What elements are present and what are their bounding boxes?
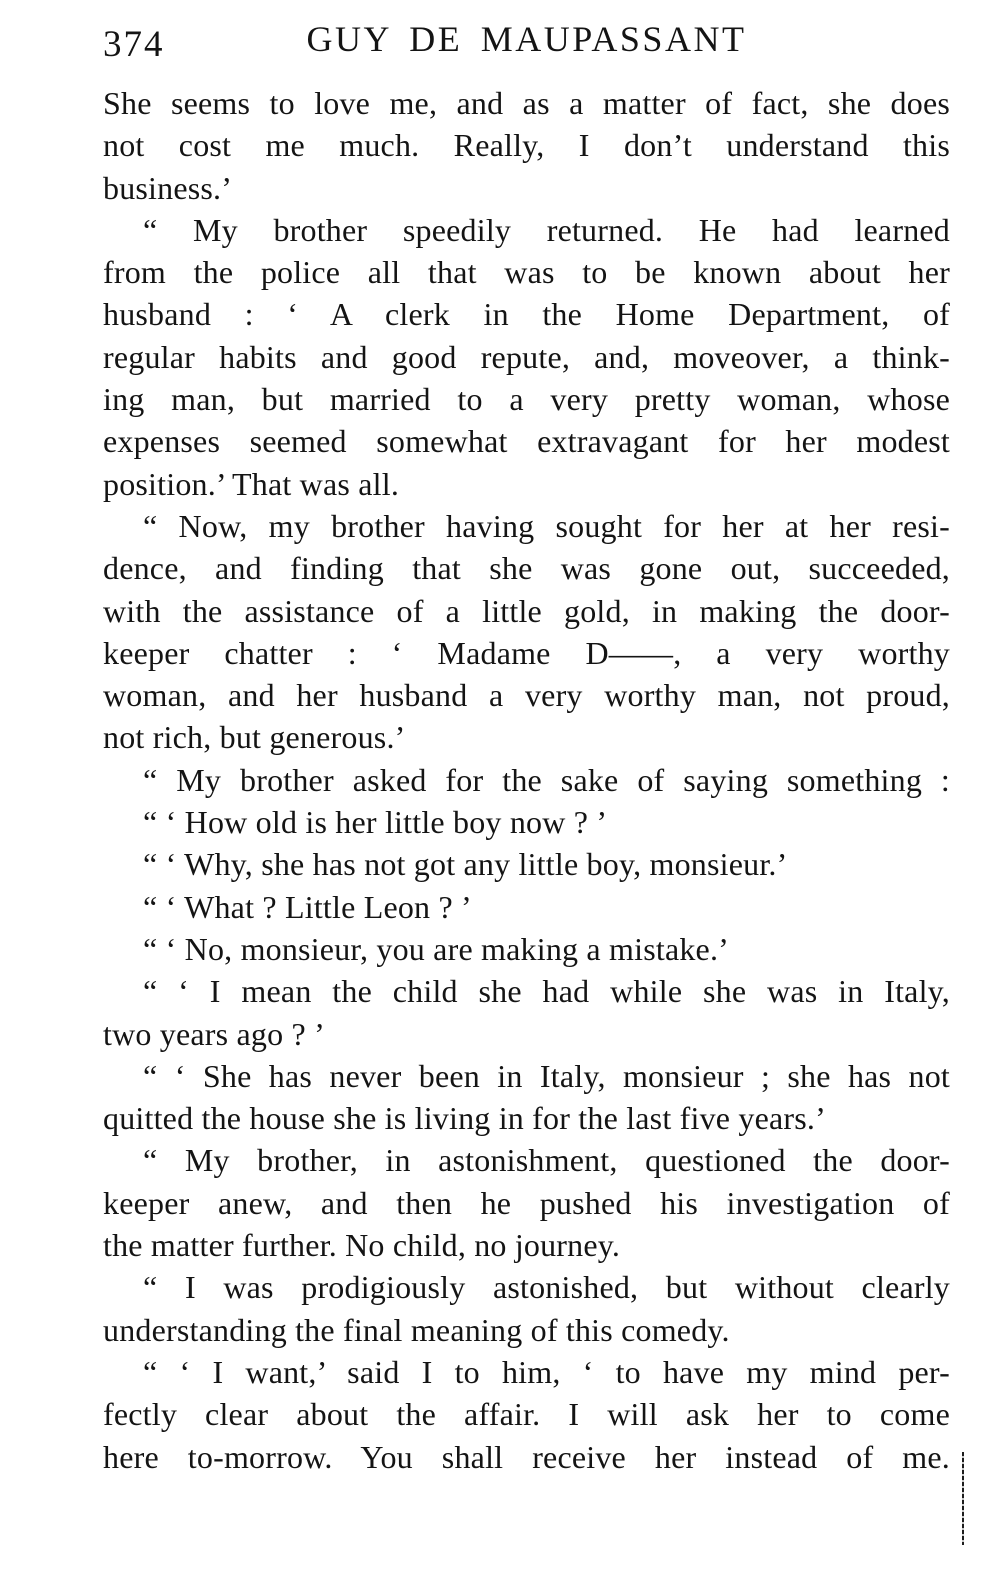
text-line: fectly clear about the affair. I will ask her to come [103, 1396, 950, 1433]
text-line: position.’ That was all. [103, 465, 400, 502]
text-line: “ ‘ No, monsieur, you are making a mistake.’ [143, 930, 730, 967]
text-paragraph [103, 970, 950, 1055]
text-line: “ ‘ I mean the child she had while she was in Italy, [143, 973, 950, 1010]
text-line: business.’ [103, 169, 233, 206]
text-line: “ My brother, in astonishment, questioned the door- [143, 1142, 950, 1179]
scan-artifact-line [962, 1452, 964, 1545]
text-paragraph [103, 209, 950, 505]
text-line: “ ‘ She has never been in Italy, monsieur ; she has not [143, 1057, 950, 1094]
text-line: regular habits and good repute, and, moveover, a think- [103, 338, 950, 375]
text-line: “ My brother speedily returned. He had learned [143, 211, 950, 248]
text-block [103, 82, 950, 1478]
text-paragraph [103, 1351, 950, 1478]
text-line: with the assistance of a little gold, in making the door- [103, 592, 950, 629]
text-line: woman, and her husband a very worthy man, not proud, [103, 677, 950, 714]
text-line: not rich, but generous.’ [103, 719, 406, 756]
text-line: keeper anew, and then he pushed his investigation of [103, 1184, 950, 1221]
text-line: husband : ‘ A clerk in the Home Department, of [103, 296, 950, 333]
text-line: “ ‘ Why, she has not got any little boy, monsieur.’ [143, 846, 788, 883]
page-number: 374 [103, 24, 165, 65]
text-paragraph [103, 82, 950, 209]
text-paragraph [103, 759, 950, 801]
text-line: “ My brother asked for the sake of saying something : [143, 761, 950, 798]
text-paragraph [103, 886, 950, 928]
text-line: understanding the final meaning of this comedy. [103, 1311, 730, 1348]
text-line: “ ‘ I want,’ said I to him, ‘ to have my mind per- [143, 1353, 950, 1390]
text-paragraph [103, 1139, 950, 1266]
text-line: “ ‘ How old is her little boy now ? ’ [143, 804, 608, 841]
text-line: not cost me much. Really, I don’t understand this [103, 127, 950, 164]
text-line: dence, and finding that she was gone out, succeeded, [103, 550, 950, 587]
text-paragraph [103, 801, 950, 843]
text-line: from the police all that was to be known about her [103, 254, 950, 291]
text-paragraph [103, 1055, 950, 1140]
text-paragraph [103, 843, 950, 885]
text-paragraph [103, 505, 950, 759]
text-line: the matter further. No child, no journey. [103, 1227, 621, 1264]
text-line: “ I was prodigiously astonished, but without clearly [143, 1269, 950, 1306]
text-line: two years ago ? ’ [103, 1015, 325, 1052]
text-paragraph [103, 928, 950, 970]
text-line: “ ‘ What ? Little Leon ? ’ [143, 888, 472, 925]
text-line: She seems to love me, and as a matter of fact, she does [103, 85, 950, 121]
text-line: expenses seemed somewhat extravagant for her modest [103, 423, 950, 460]
text-line: keeper chatter : ‘ Madame D——, a very worthy [103, 634, 950, 671]
text-paragraph [103, 1266, 950, 1351]
page-header [103, 20, 950, 68]
text-line: quitted the house she is living in for the last five years.’ [103, 1100, 826, 1137]
page-title: GUY DE MAUPASSANT [306, 19, 747, 59]
text-line: here to-morrow. You shall receive her instead of me. [103, 1438, 950, 1475]
text-line: ing man, but married to a very pretty woman, whose [103, 381, 950, 418]
text-line: “ Now, my brother having sought for her at her resi- [143, 507, 950, 544]
